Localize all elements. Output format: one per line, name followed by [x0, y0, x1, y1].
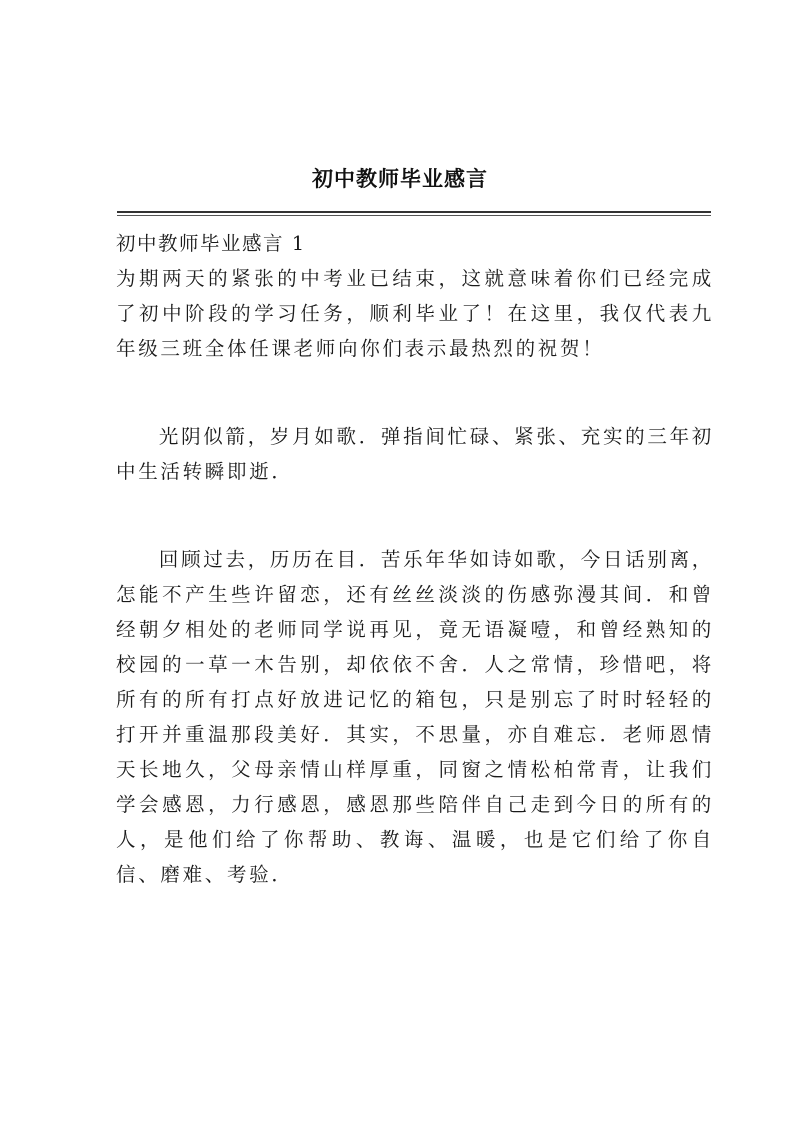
paragraph-2: 光阴似箭，岁月如歌．弹指间忙碌、紧张、充实的三年初中生活转瞬即逝．	[116, 425, 714, 483]
document-body	[116, 226, 714, 892]
paragraph-1: 为期两天的紧张的中考业已结束，这就意味着你们已经完成了初中阶段的学习任务，顺利毕业了！在这里，我仅代表九年级三班全体任课老师向你们表示最热烈的祝贺！	[116, 267, 714, 360]
document-title: 初中教师毕业感言	[312, 166, 488, 191]
paragraph-spacer	[116, 489, 714, 542]
section-heading: 初中教师毕业感言 1	[116, 232, 306, 255]
title-divider-thick	[117, 211, 711, 213]
paragraph-spacer	[116, 366, 714, 419]
title-divider-thin	[117, 215, 711, 216]
paragraph-3: 回顾过去，历历在目．苦乐年华如诗如歌，今日话别离，怎能不产生些许留恋，还有丝丝淡淡的伤感弥漫其间．和曾经朝夕相处的老师同学说再见，竟无语凝噎，和曾经熟知的校园的一草一木告别，却依依不舍．人之常情，珍惜吧，将所有的所有打点好放进记忆的箱包，只是别忘了时时轻轻的打开并重温那段美好．其实，不思量，亦自难忘．老师恩情天长地久，父母亲情山样厚重，同窗之情松柏常青，让我们学会感恩，力行感恩，感恩那些陪伴自己走到今日的所有的人，是他们给了你帮助、教诲、温暖，也是它们给了你自信、磨难、考验．	[116, 548, 714, 886]
